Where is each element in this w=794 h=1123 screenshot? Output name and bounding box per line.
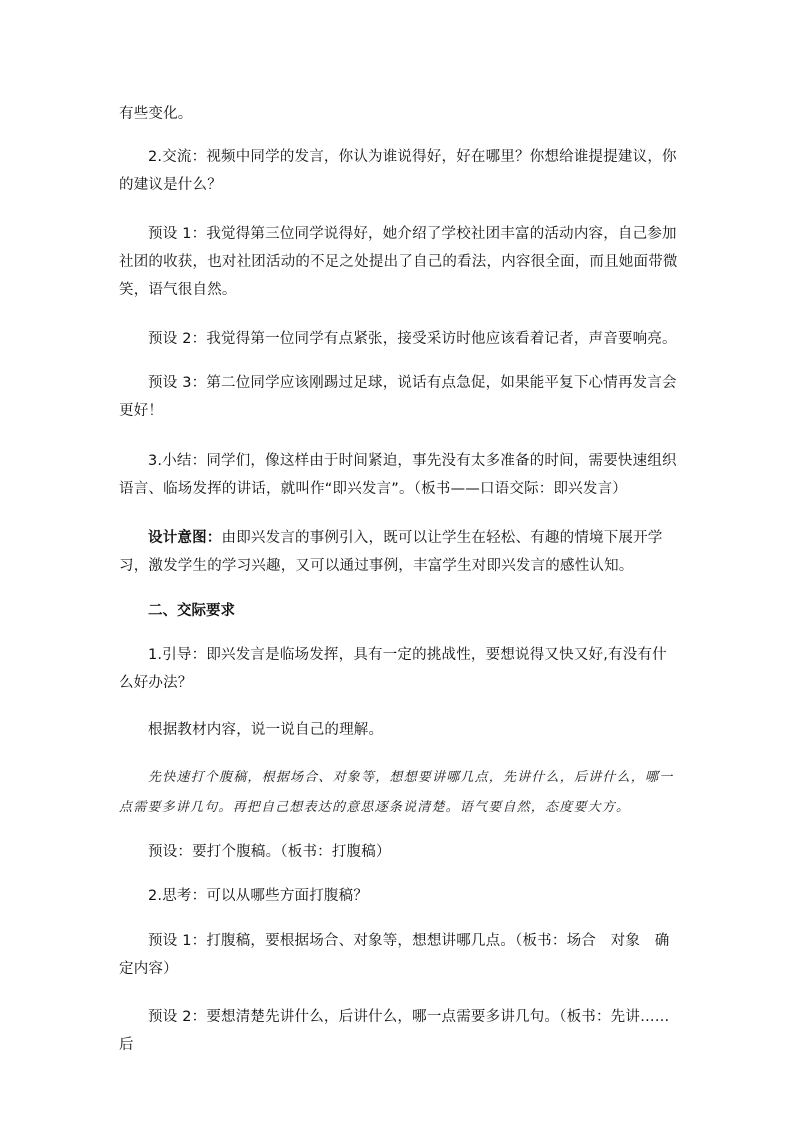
paragraph-think-preset-1: 预设 1：打腹稿，要根据场合、对象等，想想讲哪几点。（板书：场合 对象 确定内容） <box>119 933 670 977</box>
design-intent-label: 设计意图： <box>148 530 222 546</box>
paragraph-preset-3: 预设 3：第二位同学应该刚踢过足球，说话有点急促，如果能平复下心情再发言会更好！ <box>119 375 677 419</box>
paragraph-continuation: 有些变化。 <box>119 106 193 122</box>
design-intent-text: 由即兴发言的事例引入，既可以让学生在轻松、有趣的情境下展开学习，激发学生的学习兴趣，又可以通过事例，丰富学生对即兴发言的感性认知。 <box>119 530 663 574</box>
paragraph-preset-2: 预设 2：我觉得第一位同学有点紧张，接受采访时他应该看着记者，声音要响亮。 <box>148 331 677 347</box>
section-heading: 二、交际要求 <box>148 603 235 619</box>
paragraph-think: 2.思考：可以从哪些方面打腹稿？ <box>148 888 369 904</box>
paragraph-design-intent <box>119 524 679 580</box>
paragraph-guide: 1.引导：即兴发言是临场发挥，具有一定的挑战性，要想说得又快又好,有没有什么好办法？ <box>119 647 667 691</box>
handwritten-note: 先快速打个腹稿，根据场合、对象等，想想要讲哪几点，先讲什么，后讲什么，哪一点需要多讲几句。再把自己想表达的意思逐条说清楚。语气要自然，态度要大方。 <box>119 770 674 815</box>
paragraph-preset-draft: 预设：要打个腹稿。（板书：打腹稿） <box>148 844 391 860</box>
paragraph-think-preset-2: 预设 2：要想清楚先讲什么，后讲什么，哪一点需要多讲几句。（板书：先讲……后 <box>119 1009 670 1053</box>
paragraph-exchange: 2.交流：视频中同学的发言，你认为谁说得好，好在哪里？你想给谁提提建议，你的建议是什么？ <box>119 149 677 193</box>
paragraph-summary: 3.小结：同学们，像这样由于时间紧迫，事先没有太多准备的时间，需要快速组织语言、临场发挥的讲话，就叫作“即兴发言”。（板书——口语交际：即兴发言） <box>119 453 677 497</box>
paragraph-textbook: 根据教材内容，说一说自己的理解。 <box>148 722 384 738</box>
paragraph-preset-1: 预设 1：我觉得第三位同学说得好，她介绍了学校社团丰富的活动内容，自己参加社团的收获，也对社团活动的不足之处提出了自己的看法，内容很全面，而且她面带微笑，语气很自然。 <box>119 226 678 298</box>
